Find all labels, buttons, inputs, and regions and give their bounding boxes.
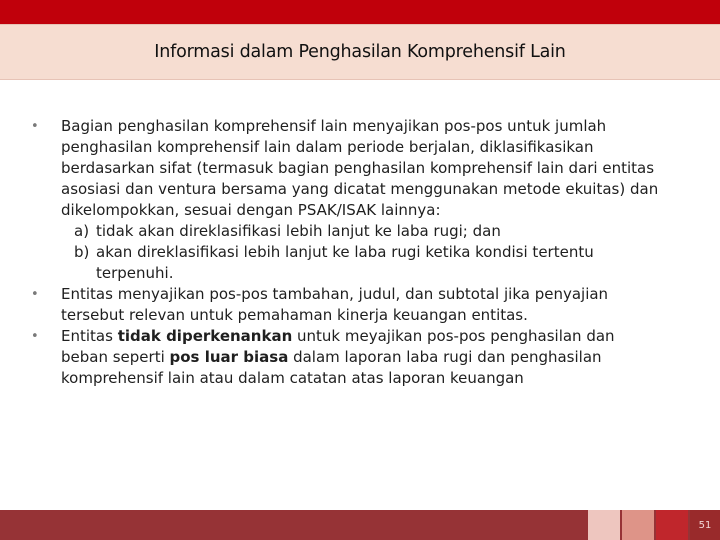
sub-item-marker: b) [74,243,90,261]
bullet-item [0,284,720,326]
bullet-icon: • [31,329,39,344]
bullet-text-rich [61,326,662,389]
footer-square-red [656,510,688,540]
sub-item [0,242,720,284]
text-segment: untuk meyajikan pos-pos penghasilan dan beban seperti [61,327,615,366]
sub-item [0,221,720,242]
text-segment: Entitas [61,327,118,345]
top-accent-bar [0,0,720,24]
bold-phrase: pos luar biasa [169,348,289,366]
footer-square-mid [622,510,654,540]
sub-item-text: akan direklasifikasi lebih lanjut ke laba rugi ketika kondisi tertentu terpenuhi. [96,243,594,282]
content-area [0,116,720,389]
footer-square-light [588,510,620,540]
bullet-text: Bagian penghasilan komprehensif lain menyajikan pos-pos untuk jumlah penghasilan komprehensif lain dalam periode berjalan, diklasifikasikan berdasarkan sifat (termasuk bagian penghasilan komprehensif lain dari entitas asosiasi dan ventura bersama yang dicatat menggunakan metode ekuitas) dan dikelompokkan, sesuai dengan PSAK/ISAK lainnya: [61,117,659,219]
bullet-item [0,326,720,389]
bullet-icon: • [31,119,39,134]
sub-item-marker: a) [74,222,90,240]
title-band [0,24,720,80]
sub-item-text: tidak akan direklasifikasi lebih lanjut ke laba rugi; dan [96,222,501,240]
slide-title: Informasi dalam Penghasilan Komprehensif Lain [154,42,566,62]
bullet-text: Entitas menyajikan pos-pos tambahan, judul, dan subtotal jika penyajian tersebut relevan untuk pemahaman kinerja keuangan entitas. [61,285,609,324]
bullet-item [0,116,720,221]
bullet-icon: • [31,287,39,302]
page-number: 51 [690,510,720,540]
text-segment: dalam laporan laba rugi dan penghasilan komprehensif lain atau dalam catatan atas laporan keuangan [61,348,602,387]
bold-phrase: tidak diperkenankan [117,327,293,345]
